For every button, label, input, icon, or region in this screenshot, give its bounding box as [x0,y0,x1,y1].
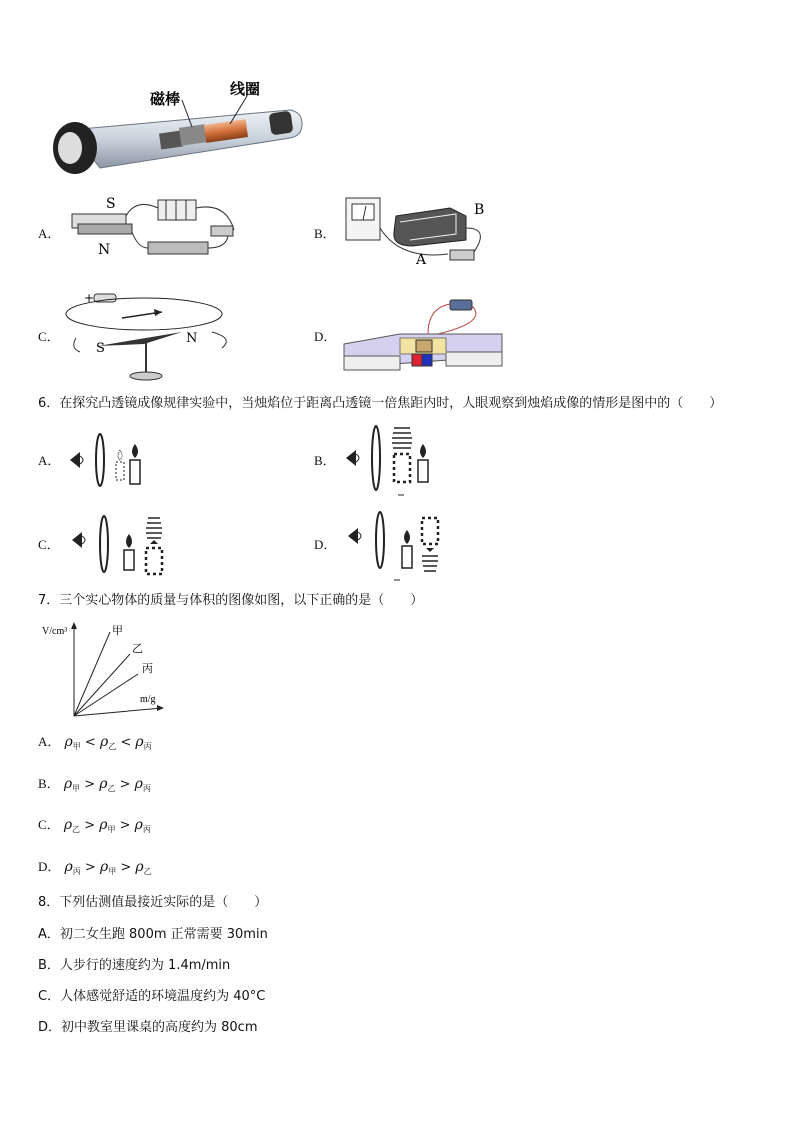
q6-option-d-letter: D． [314,537,337,552]
series-yi-label: 乙 [132,642,143,655]
line-jia [74,632,110,716]
q6-stem: 6．在探究凸透镜成像规律实验中，当烛焰位于距离凸透镜一倍焦距内时，人眼观察到烛焰成像的情形是图中的（ ） [38,396,723,411]
graph-xlabel: m/g [140,694,156,705]
q8-option-b: B．人步行的速度约为 1.4m/min [38,958,231,973]
q7-option-d: D． $\rho_丙 > \rho_甲 > \rho_乙$ [38,859,152,876]
q8-option-a: A．初二女生跑 800m 正常需要 30min [38,927,268,942]
candle-icon [402,530,412,568]
q5-option-a-letter: A． [38,226,61,241]
candle-icon [124,534,134,570]
virtual-image-large [146,518,162,574]
q5-option-c-diagram [62,288,237,384]
coil-label: 线圈 [230,80,261,98]
eye-icon [346,450,359,466]
graph-ylabel: V/cm³ [42,626,68,637]
q7-option-c: C． $\rho_乙 > \rho_甲 > \rho_丙$ [38,817,151,834]
candle-icon [418,444,428,482]
q7-option-b: B． $\rho_甲 > \rho_乙 > \rho_丙$ [38,776,151,793]
lens-icon [372,426,380,490]
magnet-label: 磁棒 [150,90,181,108]
candle-icon [130,444,140,484]
eye-icon [70,452,83,468]
virtual-image-small [116,450,124,480]
q6-option-a-letter: A． [38,453,61,468]
q5-option-b-letter: B． [314,226,336,241]
q5b-label-a: A [416,252,427,268]
q5-option-b-diagram [340,188,500,272]
virtual-image-large [392,428,412,495]
q6-option-d-diagram [342,508,452,584]
q8-stem: 8．下列估测值最接近实际的是（ ） [38,895,268,910]
q6-option-c-diagram [66,510,176,582]
q8-option-c: C．人体感觉舒适的环境温度约为 40°C [38,989,266,1004]
q5a-label-s: S [106,196,116,212]
series-bing-label: 丙 [142,662,153,675]
inverted-image [394,518,438,580]
lens-icon [96,434,104,486]
q7-stem: 7．三个实心物体的质量与体积的图像如图，以下正确的是（ ） [38,593,424,608]
q8-option-d: D．初中教室里课桌的高度约为 80cm [38,1020,258,1035]
q6-option-a-diagram [66,430,156,492]
lens-icon [376,512,384,568]
q5c-label-plus: + [84,291,95,305]
q5c-label-n: N [186,331,198,346]
q5b-label-b: B [474,202,485,218]
q6-option-b-letter: B． [314,453,336,468]
q5c-label-s: S [96,341,105,356]
eye-icon [72,532,85,548]
q5-option-a-diagram [66,192,241,264]
q5-option-d-letter: D． [314,329,337,344]
eye-icon [348,528,361,544]
q5a-label-n: N [98,242,111,258]
q6-option-b-diagram [342,420,442,502]
series-jia-label: 甲 [112,624,123,637]
q5-option-c-letter: C． [38,329,60,344]
q7-option-a: A． $\rho_甲 < \rho_乙 < \rho_丙$ [38,734,152,751]
flashlight-photo [40,72,310,182]
lens-icon [100,516,108,572]
q5-option-d-diagram [338,294,508,378]
q7-mass-volume-graph [38,620,168,720]
q6-option-c-letter: C． [38,537,60,552]
